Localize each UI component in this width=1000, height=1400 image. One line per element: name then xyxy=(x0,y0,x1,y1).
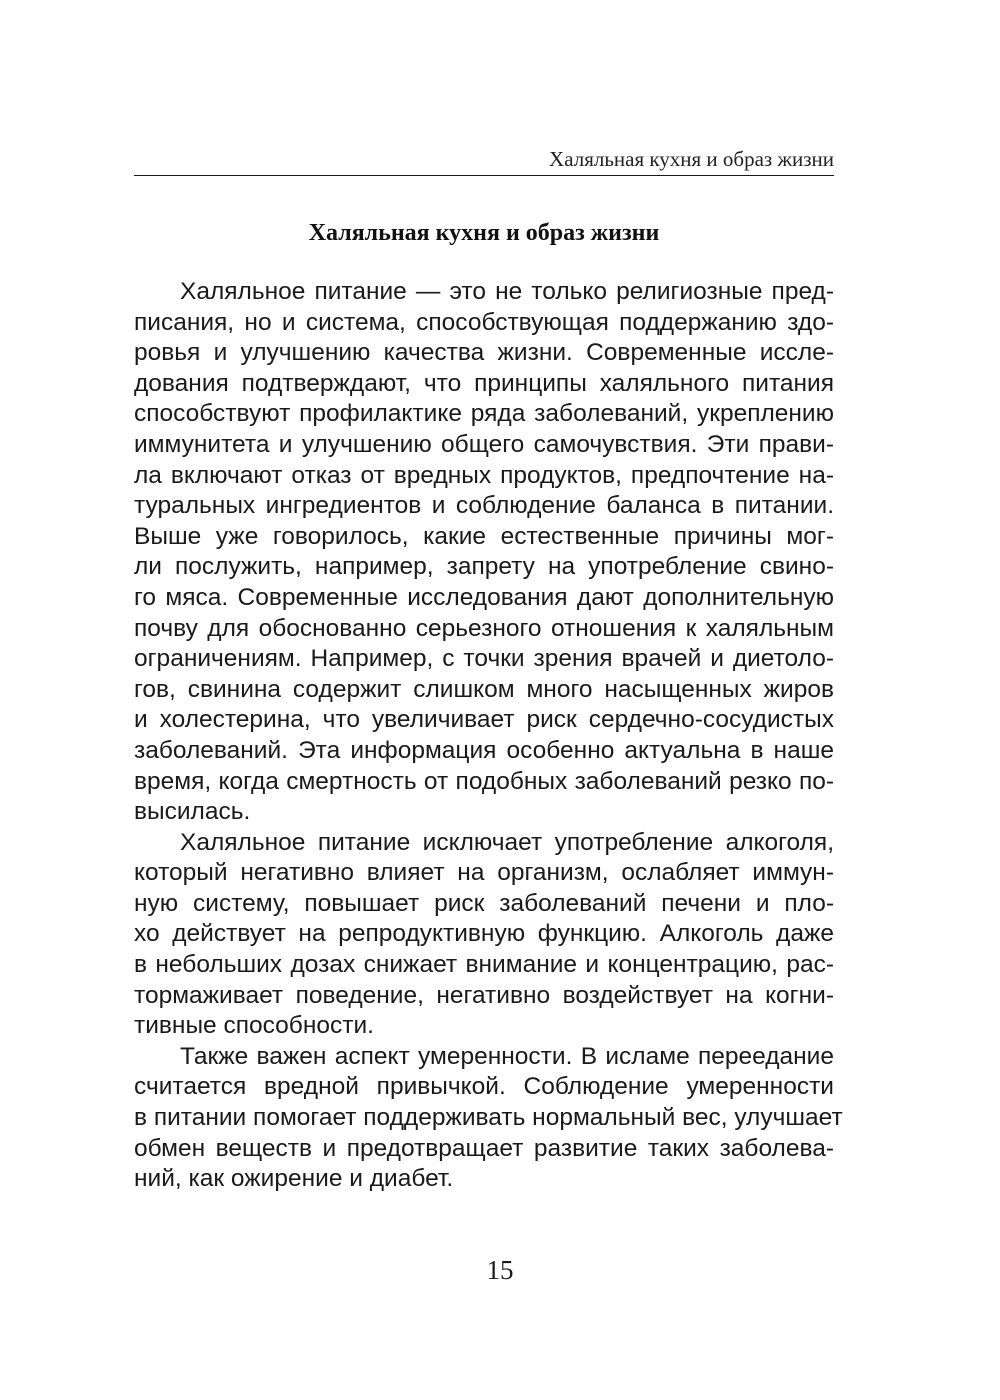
text-line: высилась. xyxy=(134,798,251,826)
text-line: считается вредной привычкой. Соблюдение умеренности xyxy=(134,1073,834,1101)
text-line: обмен веществ и предотвращает развитие таких заболева- xyxy=(134,1134,834,1162)
text-line: время, когда смертность от подобных заболеваний резко по- xyxy=(134,767,834,795)
header-rule xyxy=(134,175,834,176)
running-head: Халяльная кухня и образ жизни xyxy=(549,147,834,171)
text-line: го мяса. Современные исследования дают дополнительную xyxy=(134,583,834,611)
text-line: Выше уже говорилось, какие естественные причины мог- xyxy=(134,522,834,550)
text-line: в небольших дозах снижает внимание и концентрацию, рас- xyxy=(134,951,834,979)
text-line: туральных ингредиентов и соблюдение баланса в питании. xyxy=(134,492,834,520)
text-line: Халяльное питание исключает употребление алкоголя, xyxy=(180,828,834,856)
text-line: тивные способности. xyxy=(134,1012,374,1040)
text-line: почву для обоснованно серьезного отношения к халяльным xyxy=(134,614,834,642)
paragraph-1 xyxy=(134,277,834,828)
text-line: ла включают отказ от вредных продуктов, предпочтение на- xyxy=(134,461,834,489)
text-line: ограничениям. Например, с точки зрения врачей и диетоло- xyxy=(134,645,834,673)
text-line: писания, но и система, способствующая поддержанию здо- xyxy=(134,308,834,336)
chapter-title: Халяльная кухня и образ жизни xyxy=(308,220,660,246)
text-line: ровья и улучшению качества жизни. Современные иссле- xyxy=(134,339,834,367)
text-line: Также важен аспект умеренности. В исламе переедание xyxy=(180,1042,834,1070)
text-line: в питании помогает поддерживать нормальный вес, улучшает xyxy=(134,1104,843,1132)
text-line: ную систему, повышает риск заболеваний печени и пло- xyxy=(134,889,834,917)
page-number: 15 xyxy=(486,1255,514,1285)
paragraph-2 xyxy=(134,828,834,1042)
text-line: который негативно влияет на организм, ослабляет иммун- xyxy=(134,859,834,887)
text-line: и холестерина, что увеличивает риск сердечно-сосудистых xyxy=(134,706,834,734)
paragraph-3 xyxy=(134,1042,843,1195)
text-line: способствуют профилактике ряда заболеваний, укреплению xyxy=(134,400,834,428)
text-line: дования подтверждают, что принципы халяльного питания xyxy=(134,369,834,397)
text-line: хо действует на репродуктивную функцию. Алкоголь даже xyxy=(134,920,834,948)
text-line: ний, как ожирение и диабет. xyxy=(134,1165,454,1193)
text-line: ли послужить, например, запрету на употребление свино- xyxy=(134,553,834,581)
body-text xyxy=(134,277,843,1195)
text-line: тормаживает поведение, негативно воздействует на когни- xyxy=(134,981,834,1009)
text-line: заболеваний. Эта информация особенно актуальна в наше xyxy=(134,736,834,764)
text-line: иммунитета и улучшению общего самочувствия. Эти прави- xyxy=(134,430,834,458)
text-line: гов, свинина содержит слишком много насыщенных жиров xyxy=(134,675,834,703)
text-line: Халяльное питание — это не только религиозные пред- xyxy=(180,278,834,305)
